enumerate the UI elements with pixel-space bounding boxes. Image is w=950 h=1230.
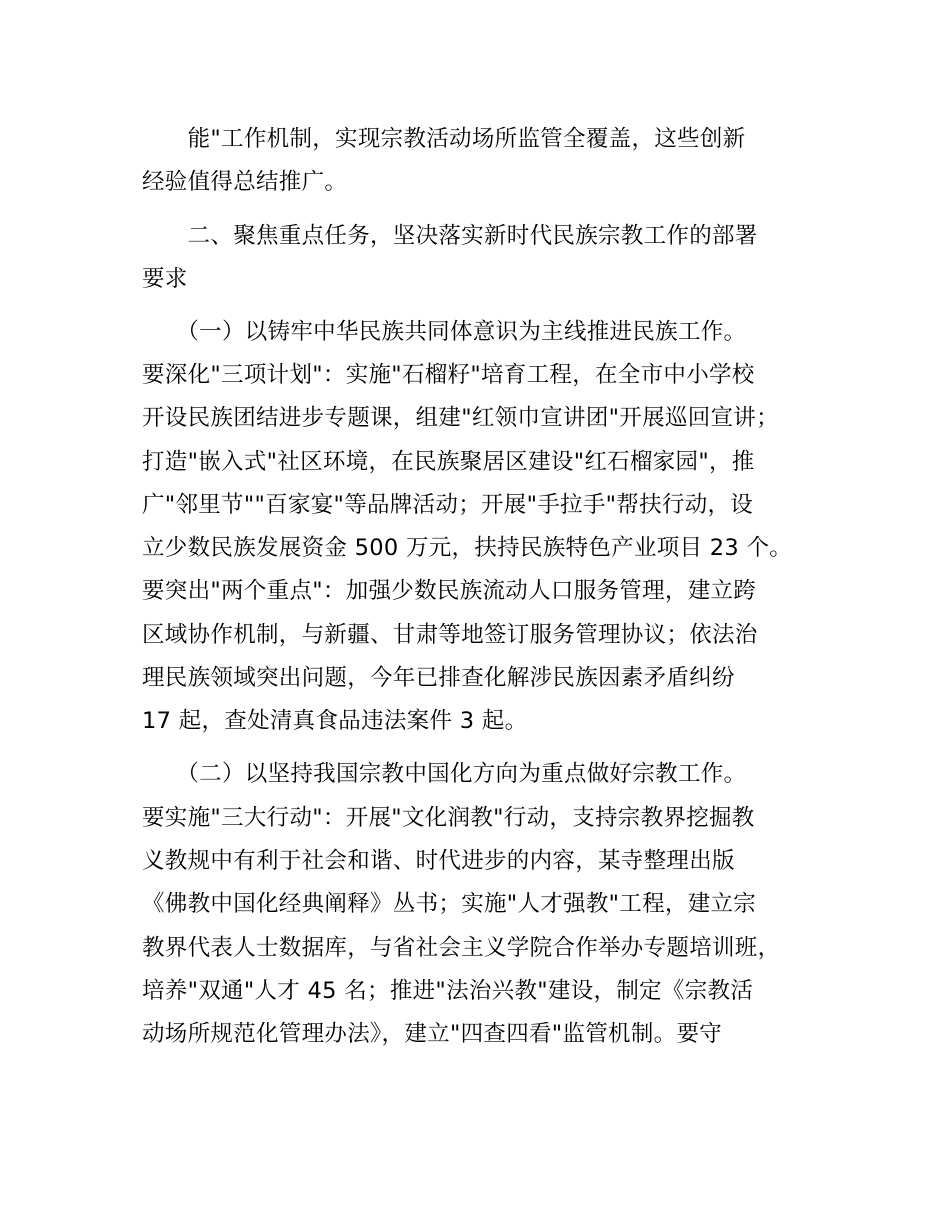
text-line: 打造"嵌入式"社区环境，在民族聚居区建设"红石榴家园"，推: [142, 449, 755, 475]
section-heading: 要求: [142, 266, 188, 292]
text-line: 动场所规范化管理办法》，建立"四查四看"监管机制。要守: [142, 1021, 723, 1047]
text-line: 要深化"三项计划"：实施"石榴籽"培育工程，在全市中小学校: [142, 362, 755, 388]
text-line: 义教规中有利于社会和谐、时代进步的内容，某寺整理出版: [142, 848, 735, 874]
text-line: 要实施"三大行动"：开展"文化润教"行动，支持宗教界挖掘教: [142, 805, 755, 831]
section-heading: 二、聚焦重点任务，坚决落实新时代民族宗教工作的部署: [142, 223, 758, 249]
text-line: 区域协作机制，与新疆、甘肃等地签订服务管理协议；依法治: [142, 622, 758, 648]
text-line: 经验值得总结推广。: [142, 169, 348, 195]
text-line: 教界代表人士数据库，与省社会主义学院合作举办专题培训班，: [142, 935, 781, 961]
text-line: 要突出"两个重点"：加强少数民族流动人口服务管理，建立跨: [142, 578, 757, 604]
text-line: 广"邻里节""百家宴"等品牌活动；开展"手拉手"帮扶行动，设: [142, 492, 754, 518]
text-line: 17 起，查处清真食品违法案件 3 起。: [142, 708, 528, 734]
text-line: 《佛教中国化经典阐释》丛书；实施"人才强教"工程，建立宗: [142, 891, 757, 917]
text-line: 能"工作机制，实现宗教活动场所监管全覆盖，这些创新: [142, 126, 746, 152]
subsection-heading: （一）以铸牢中华民族共同体意识为主线推进民族工作。: [142, 319, 747, 345]
subsection-heading: （二）以坚持我国宗教中国化方向为重点做好宗教工作。: [142, 761, 747, 787]
text-line: 开设民族团结进步专题课，组建"红领巾宣讲团"开展巡回宣讲；: [142, 405, 779, 431]
text-line: 培养"双通"人才 45 名；推进"法治兴教"建设，制定《宗教活: [142, 978, 754, 1004]
text-line: 理民族领域突出问题，今年已排查化解涉民族因素矛盾纠纷: [142, 665, 735, 691]
text-line: 立少数民族发展资金 500 万元，扶持民族特色产业项目 23 个。: [142, 535, 793, 561]
